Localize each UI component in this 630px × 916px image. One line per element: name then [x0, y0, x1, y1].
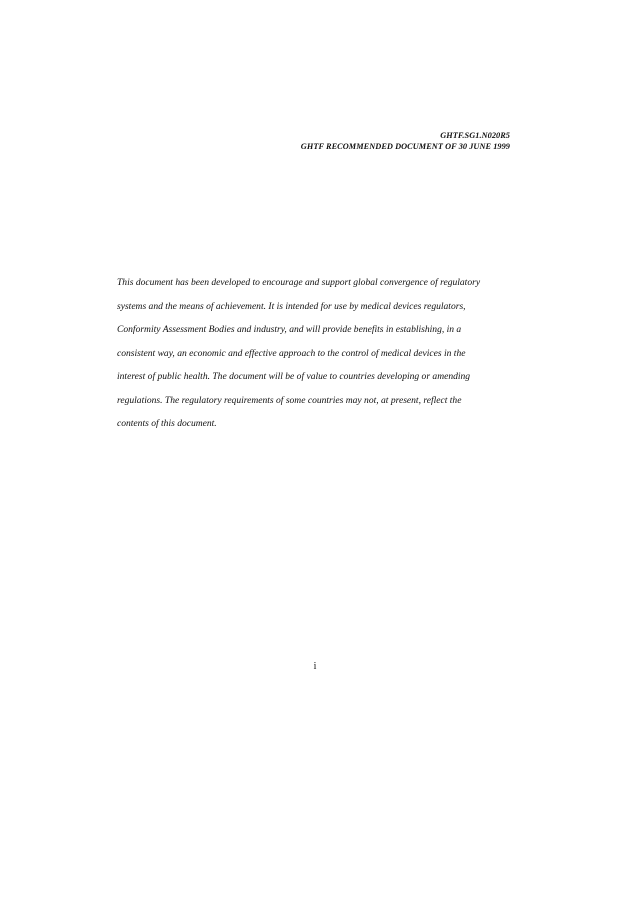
- paragraph-line: Conformity Assessment Bodies and industry, and will provide benefits in establishing, in a: [117, 324, 462, 335]
- document-number: GHTF.SG1.N020R5: [440, 131, 510, 140]
- paragraph-line: interest of public health. The document will be of value to countries developing or amending: [117, 371, 471, 382]
- preface-paragraph: [117, 271, 517, 436]
- paragraph-line: regulations. The regulatory requirements of some countries may not, at present, reflect the: [117, 394, 462, 406]
- page-number: i: [313, 661, 317, 672]
- paragraph-line: consistent way, an economic and effective approach to the control of medical devices in the: [117, 347, 466, 359]
- document-status: GHTF RECOMMENDED DOCUMENT OF 30 JUNE 1999: [300, 142, 510, 151]
- paragraph-line: systems and the means of achievement. It is intended for use by medical devices regulators,: [117, 300, 466, 312]
- paragraph-line: This document has been developed to encourage and support global convergence of regulatory: [117, 277, 481, 288]
- document-header: [301, 130, 510, 152]
- paragraph-line: contents of this document.: [117, 418, 217, 429]
